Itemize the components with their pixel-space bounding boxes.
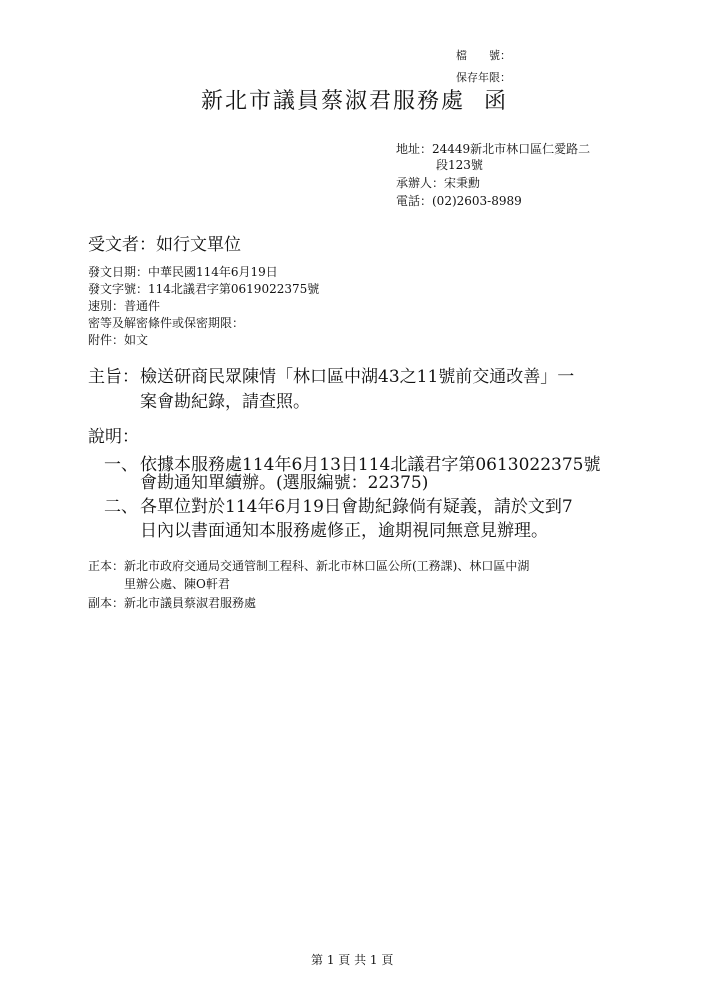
attachment: 附件：如文	[88, 333, 149, 347]
delivery-speed: 速別：普通件	[88, 299, 161, 313]
explanation-item-2-number: 二、	[104, 497, 138, 517]
explanation-item-2-line1: 各單位對於114年6月19日會勘紀錄倘有疑義，請於文到7	[140, 497, 573, 517]
sender-address-line1: 地址：24449新北市林口區仁愛路二	[396, 142, 591, 156]
explanation-label: 說明：	[88, 427, 139, 447]
main-recipients-line2: 里辦公處、陳O軒君	[124, 577, 230, 591]
explanation-item-2-line2: 日內以書面通知本服務處修正，逾期視同無意見辦理。	[140, 521, 548, 541]
cc-recipients: 副本：新北市議員蔡淑君服務處	[88, 596, 257, 610]
document-title-type: 函	[484, 89, 509, 114]
secrecy-level: 密等及解密條件或保密期限：	[88, 316, 245, 330]
recipient: 受文者：如行文單位	[88, 235, 241, 255]
document-title-org: 新北市議員蔡淑君服務處	[201, 89, 466, 114]
subject-line2: 案會勘紀錄，請查照。	[140, 392, 310, 412]
main-recipients-line1: 正本：新北市政府交通局交通管制工程科、新北市林口區公所(工務課)、林口區中湖	[88, 559, 530, 573]
issue-date: 發文日期：中華民國114年6月19日	[88, 265, 278, 279]
sender-handler: 承辦人：宋秉勳	[396, 176, 481, 190]
explanation-item-1-line1: 依據本服務處114年6月13日114北議君字第0613022375號	[140, 455, 601, 475]
sender-phone: 電話：(02)2603-8989	[396, 194, 522, 208]
subject-label: 主旨：	[88, 367, 139, 387]
subject-line1: 檢送研商民眾陳情「林口區中湖43之11號前交通改善」一	[140, 367, 575, 387]
sender-address-line2: 段123號	[436, 158, 483, 172]
explanation-item-1-number: 一、	[104, 455, 138, 475]
retention-period-label: 保存年限：	[456, 71, 511, 84]
page-number: 第 1 頁 共 1 頁	[311, 953, 394, 967]
document-number: 發文字號：114北議君字第0619022375號	[88, 282, 320, 296]
explanation-item-1-line2: 會勘通知單續辦。(選服編號：22375)	[140, 473, 429, 493]
file-number-label: 檔 號：	[456, 49, 511, 62]
